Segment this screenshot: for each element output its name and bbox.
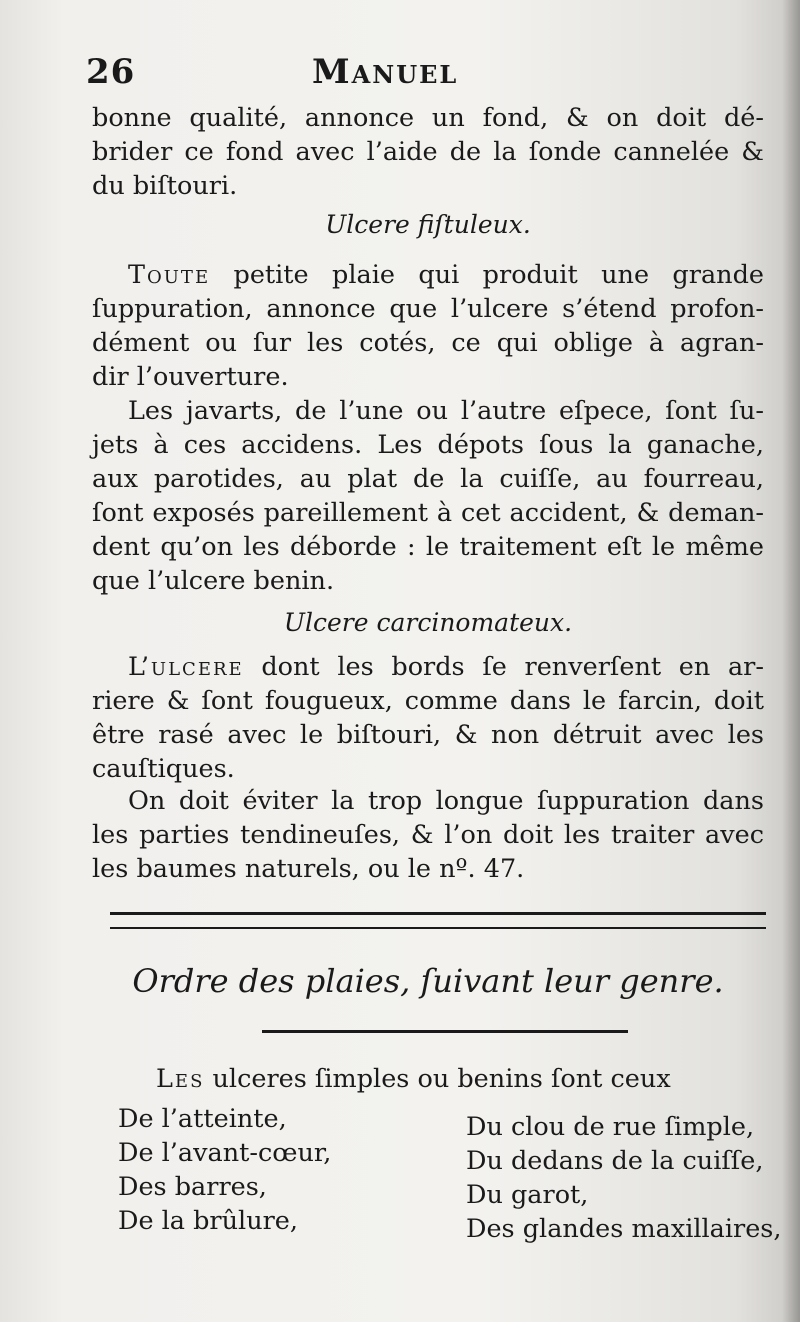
text-line: du biſtouri.	[92, 171, 238, 201]
list-item: Du garot,	[466, 1180, 589, 1210]
text-line: dément ou ſur les cotés, ce qui oblige à agran-	[92, 328, 764, 358]
text-line: que l’ulcere benin.	[92, 566, 335, 596]
text-line: jets à ces accidens. Les dépots ſous la ganache,	[92, 430, 764, 460]
section-title-ordre: Ordre des plaies, ſuivant leur genre.	[132, 962, 724, 1000]
paragraph-suppuration	[92, 784, 764, 886]
list-item: De la brûlure,	[118, 1206, 299, 1236]
text-run: ulceres ſimples ou benins ſont ceux	[204, 1064, 671, 1094]
list-left-column	[118, 1102, 331, 1238]
text-line: riere & ſont fougueux, comme dans le farcin, doit	[92, 686, 764, 716]
text-line: brider ce fond avec l’aide de la ſonde cannelée &	[92, 137, 764, 167]
list-item: De l’avant-cœur,	[118, 1138, 332, 1168]
text-line: ſuppuration, annonce que l’ulcere s’étend profon-	[92, 294, 764, 324]
paragraph-continuation	[92, 101, 764, 203]
text-line	[92, 258, 764, 292]
page-header	[86, 52, 766, 100]
text-line	[92, 1062, 764, 1096]
text-line: bonne qualité, annonce un fond, & on doit dé-	[92, 103, 764, 133]
small-caps-lead: L’ulcere	[128, 652, 244, 682]
list-item: Des barres,	[118, 1172, 267, 1202]
paragraph-javarts	[92, 394, 764, 598]
list-right-column	[466, 1110, 782, 1246]
text-line: On doit éviter la trop longue ſuppuration dans	[128, 786, 764, 816]
list-intro	[92, 1062, 764, 1096]
text-line: cauſtiques.	[92, 754, 235, 784]
page-edge-shadow	[782, 0, 800, 1322]
paragraph-toute	[92, 258, 764, 394]
text-line: aux parotides, au plat de la cuiſſe, au fourreau,	[92, 464, 764, 494]
text-line: les parties tendineuſes, & l’on doit les traiter avec	[92, 820, 764, 850]
section-heading-carcinomateux: Ulcere carcinomateux.	[283, 608, 573, 637]
text-line: être rasé avec le biſtouri, & non détruit avec les	[92, 720, 764, 750]
rule-divider	[262, 1030, 628, 1033]
paragraph-ulcere	[92, 650, 764, 786]
section-heading-fistuleux: Ulcere fiſtuleux.	[325, 210, 531, 239]
page-number: 26	[86, 52, 136, 92]
list-item: De l’atteinte,	[118, 1104, 287, 1134]
text-line: Les javarts, de l’une ou l’autre eſpece, ſont ſu-	[128, 396, 764, 426]
text-line: les baumes naturels, ou le nº. 47.	[92, 854, 525, 884]
text-run: petite plaie qui produit une grande	[210, 260, 764, 290]
text-line	[92, 650, 764, 684]
small-caps-lead: Les	[156, 1064, 205, 1094]
text-line: ſont exposés pareillement à cet accident, & deman-	[92, 498, 764, 528]
double-rule-divider	[110, 912, 766, 929]
list-item: Des glandes maxillaires,	[466, 1214, 782, 1244]
small-caps-lead: Toute	[128, 260, 211, 290]
list-item: Du clou de rue ſimple,	[466, 1112, 755, 1142]
text-line: dir l’ouverture.	[92, 362, 289, 392]
text-run: dont les bords ſe renverſent en ar-	[243, 652, 764, 682]
list-item: Du dedans de la cuiſſe,	[466, 1146, 764, 1176]
text-line: dent qu’on les déborde : le traitement eſt le même	[92, 532, 764, 562]
running-title: Manuel	[312, 52, 459, 92]
